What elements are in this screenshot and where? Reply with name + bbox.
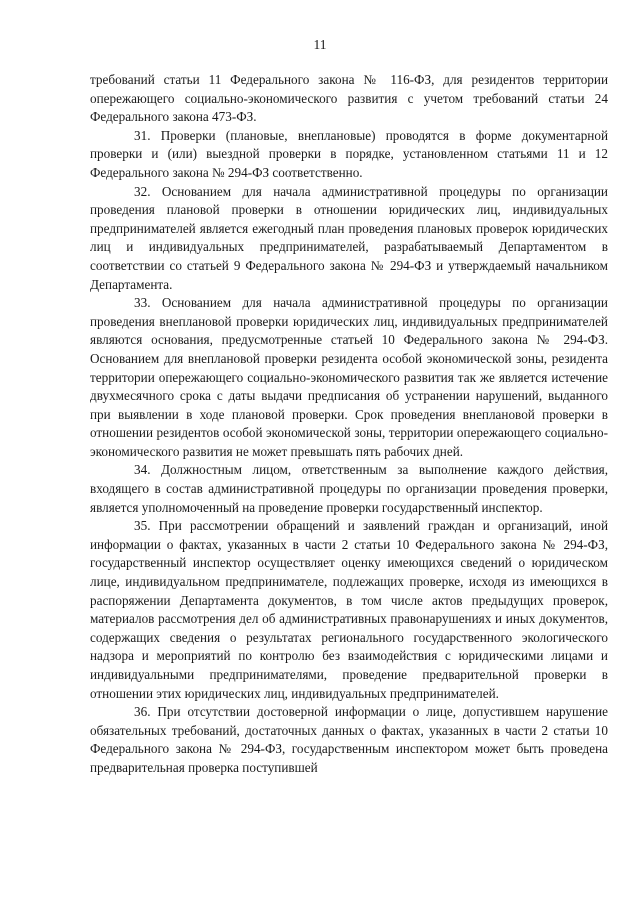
paragraph-32: 32. Основанием для начала административной процедуры по организации проведения плановой проверки в отношении юридических лиц, индивидуальных предпринимателей является ежегодный план проведения плановых проверок юридических лиц и индивидуальных предпринимателей, разрабатываемый Департаментом в соответствии со статьей 9 Федерального закона № 294-ФЗ и утверждаемый начальником Департамента. <box>90 183 608 292</box>
document-body <box>90 71 608 778</box>
paragraph-34: 34. Должностным лицом, ответственным за выполнение каждого действия, входящего в состав административной процедуры по организации проведения проверки, является уполномоченный на проведение проверки государственный инспектор. <box>90 462 608 515</box>
paragraph-36: 36. При отсутствии достоверной информации о лице, допустившем нарушение обязательных требований, достаточных данных о фактах, указанных в части 2 статьи 10 Федерального закона № 294-ФЗ, государственным инспектором может быть проведена предварительная проверка поступившей <box>90 704 608 775</box>
page-number: 11 <box>313 37 327 52</box>
paragraph-30-continuation: требований статьи 11 Федерального закона № 116-ФЗ, для резидентов территории опережающего социально-экономического развития с учетом требований статьи 24 Федерального закона 473-ФЗ. <box>90 72 608 125</box>
paragraph-33: 33. Основанием для начала административной процедуры по организации проведения внеплановой проверки юридических лиц, индивидуальных предпринимателей являются основания, предусмотренные статьей 10 Федерального закона № 294-ФЗ. Основанием для внеплановой проверки резидента особой экономической зоны, резидента территории опережающего социально-экономического развития так же является истечение двухмесячного срока с даты выдачи предписания об устранении нарушений, выданного при выявлении в ходе плановой проверки. Срок проведения внеплановой проверки в отношении резидентов особой экономической зоны, территории опережающего социально-экономического развития не может превышать пять рабочих дней. <box>90 295 608 459</box>
paragraph-35: 35. При рассмотрении обращений и заявлений граждан и организаций, иной информации о фактах, указанных в части 2 статьи 10 Федерального закона № 294-ФЗ, государственный инспектор осуществляет оценку имеющихся сведений о юридическом лице, индивидуальном предпринимателе, подлежащих проверке, исходя из имеющихся в распоряжении Департамента документов, в том числе актов предыдущих проверок, материалов рассмотрения дел об административных правонарушениях и иных документов, содержащих сведения о результатах регионального государственного экологического надзора и мероприятий по контролю без взаимодействия с юридическими лицами и индивидуальными предпринимателями, проведение предварительной проверки в отношении этих юридических лиц, индивидуальных предпринимателей. <box>90 518 608 701</box>
paragraph-31: 31. Проверки (плановые, внеплановые) проводятся в форме документарной проверки и (или) выездной проверки в порядке, установленном статьями 11 и 12 Федерального закона № 294-ФЗ соответственно. <box>90 127 608 180</box>
